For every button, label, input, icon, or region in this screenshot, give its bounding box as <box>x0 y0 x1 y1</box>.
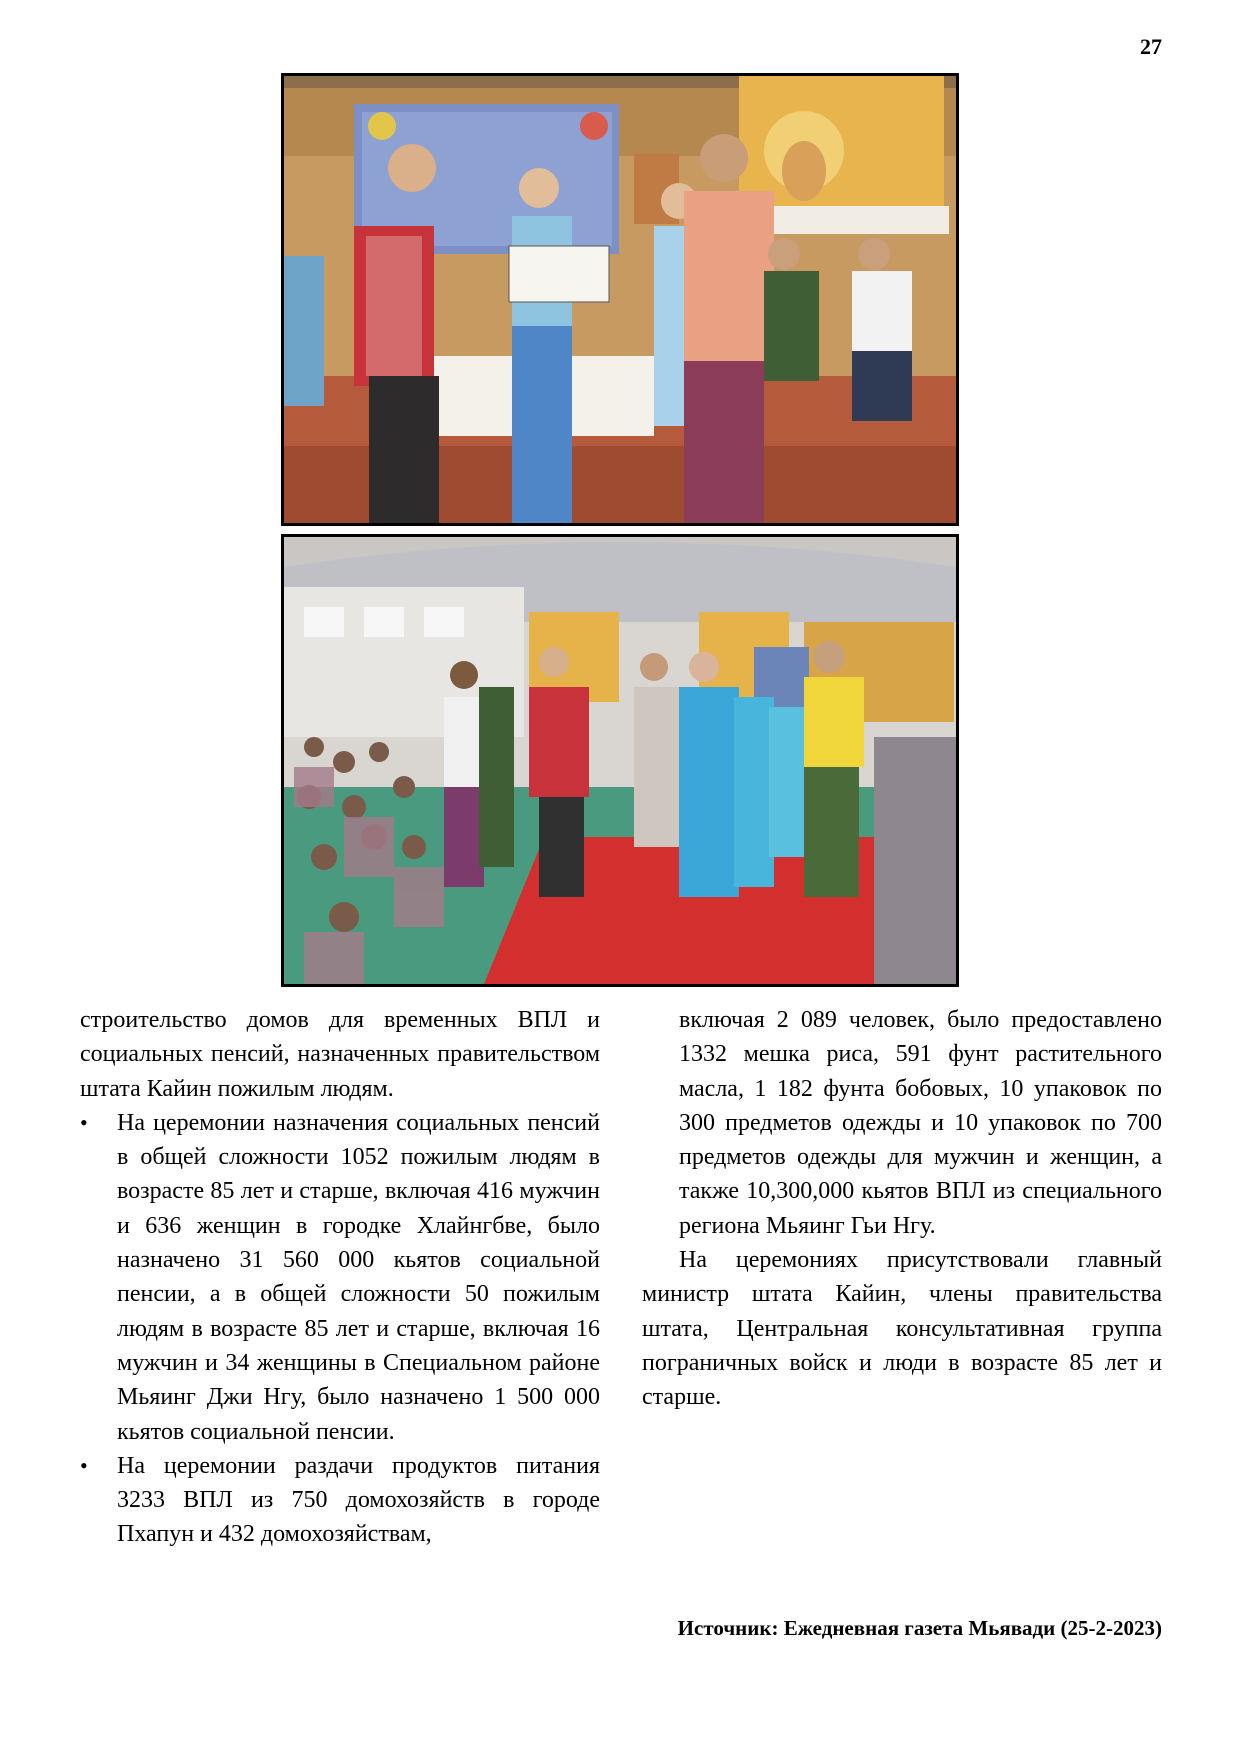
text-column-right <box>642 1003 1162 1415</box>
page-number: 27 <box>1140 34 1162 59</box>
closing-paragraph: На церемониях присутствовали главный министр штата Кайин, члены правительства штата, Центральная консультативная группа пограничных войск и люди в возрасте 85 лет и старше. <box>642 1247 1162 1411</box>
bullet-list <box>80 1106 600 1552</box>
bullet-pensions: • На церемонии назначения социальных пенсий в общей сложности 1052 пожилым людям в возрасте 85 лет и старше, включая 416 мужчин и 636 женщин в городке Хлайнгбве, было назначено 31 560 000 кьятов социальной пенсии, а в общей сложности 50 пожилым людям в возрасте 85 лет и старше, включая 16 мужчин и 34 женщины в Специальном районе Мьяинг Джи Нгу, было назначено 1 500 000 кьятов социальной пенсии. <box>80 1106 600 1449</box>
photo-ceremony-hall-crowd <box>281 534 959 987</box>
bullet-food-distribution: • На церемонии раздачи продуктов питания 3233 ВПЛ из 750 домохозяйств в городе Пхапун и 432 домохозяйствам, <box>80 1449 600 1552</box>
lead-paragraph: строительство домов для временных ВПЛ и социальных пенсий, назначенных правительством штата Кайин пожилым людям. <box>80 1007 600 1102</box>
source-citation: Источник: Ежедневная газета Мьявади (25-2-2023) <box>677 1616 1162 1640</box>
photo-ceremony-handover <box>281 73 959 526</box>
bullet-continuation: включая 2 089 человек, было предоставлено 1332 мешка риса, 591 фунт растительного масла, 1 182 фунта бобовых, 10 упаковок по 300 предметов одежды и 10 упаковок по 700 предметов одежды для мужчин и женщин, а также 10,300,000 кьятов ВПЛ из специального региона Мьяинг Гьи Нгу. <box>679 1007 1162 1239</box>
text-column-left <box>80 1003 600 1552</box>
